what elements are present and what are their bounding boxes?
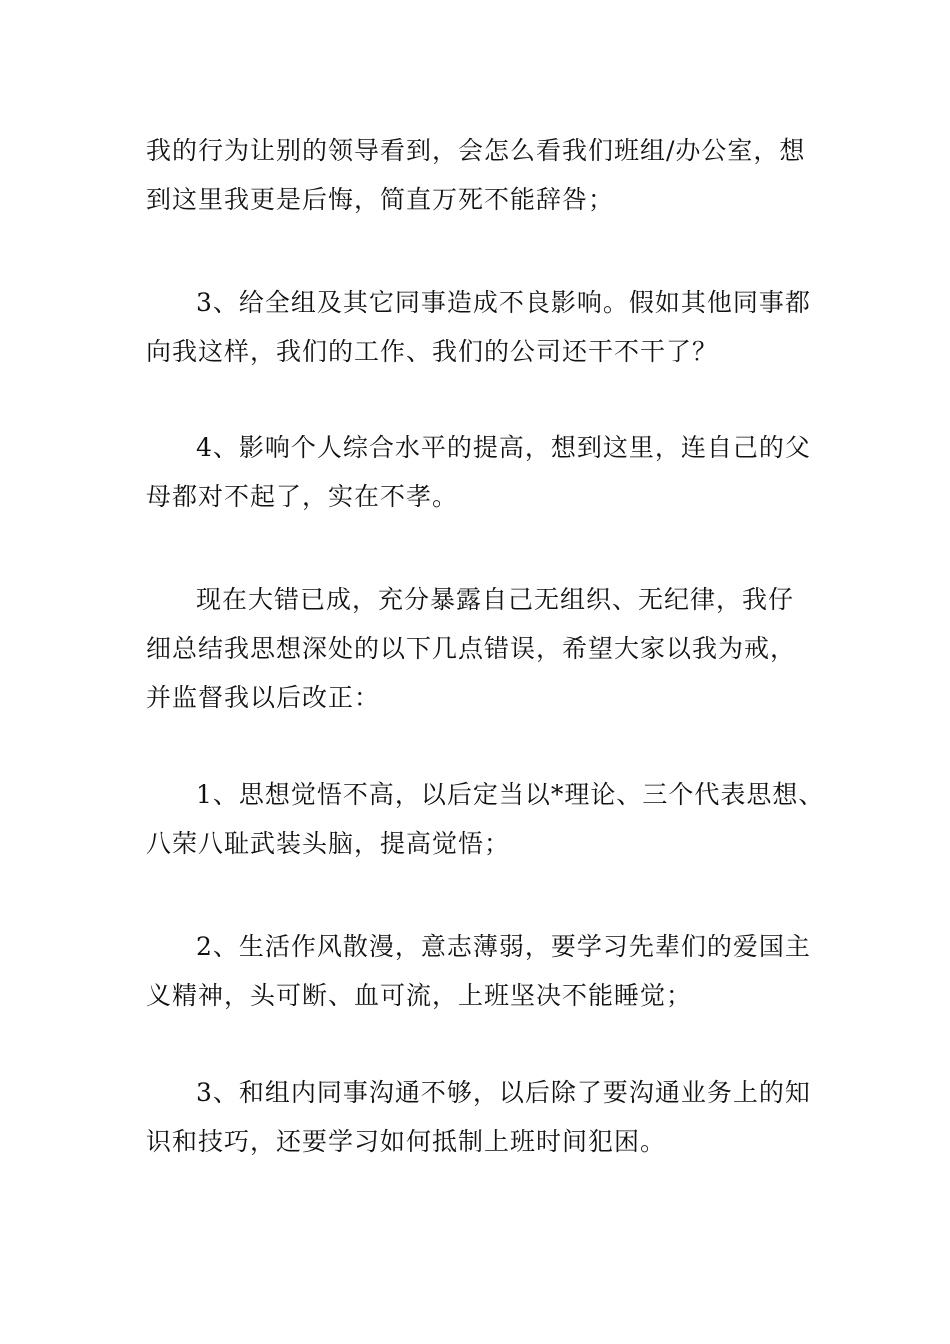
- text-line: 2、生活作风散漫，意志薄弱，要学习先辈们的爱国主: [196, 932, 811, 961]
- paragraph-error-3: [146, 1068, 826, 1166]
- text-line: 4、影响个人综合水平的提高，想到这里，连自己的父: [196, 433, 811, 462]
- text-line: 义精神，头可断、血可流，上班坚决不能睡觉；: [146, 981, 693, 1010]
- paragraph-continuation: [146, 126, 826, 224]
- text-line: 细总结我思想深处的以下几点错误，希望大家以我为戒，: [146, 634, 797, 663]
- text-line: 1、思想觉悟不高，以后定当以*理论、三个代表思想、: [196, 780, 825, 809]
- paragraph-point-3-impact: [146, 278, 826, 376]
- text-line: 并监督我以后改正：: [146, 683, 381, 712]
- text-line: 识和技巧，还要学习如何抵制上班时间犯困。: [146, 1127, 667, 1156]
- text-line: 我的行为让别的领导看到，会怎么看我们班组/办公室，想: [146, 136, 806, 165]
- text-line: 到这里我更是后悔，简直万死不能辞咎；: [146, 185, 615, 214]
- paragraph-error-2: [146, 922, 826, 1020]
- text-line: 现在大错已成，充分暴露自己无组织、无纪律，我仔: [196, 585, 795, 614]
- paragraph-summary: [146, 575, 826, 722]
- text-line: 3、给全组及其它同事造成不良影响。假如其他同事都: [196, 288, 811, 317]
- paragraph-point-4-impact: [146, 423, 826, 521]
- text-line: 3、和组内同事沟通不够，以后除了要沟通业务上的知: [196, 1078, 811, 1107]
- paragraph-error-1: [146, 770, 826, 868]
- text-line: 向我这样，我们的工作、我们的公司还干不干了？: [146, 337, 719, 366]
- text-line: 八荣八耻武装头脑，提高觉悟；: [146, 829, 511, 858]
- text-line: 母都对不起了，实在不孝。: [146, 482, 459, 511]
